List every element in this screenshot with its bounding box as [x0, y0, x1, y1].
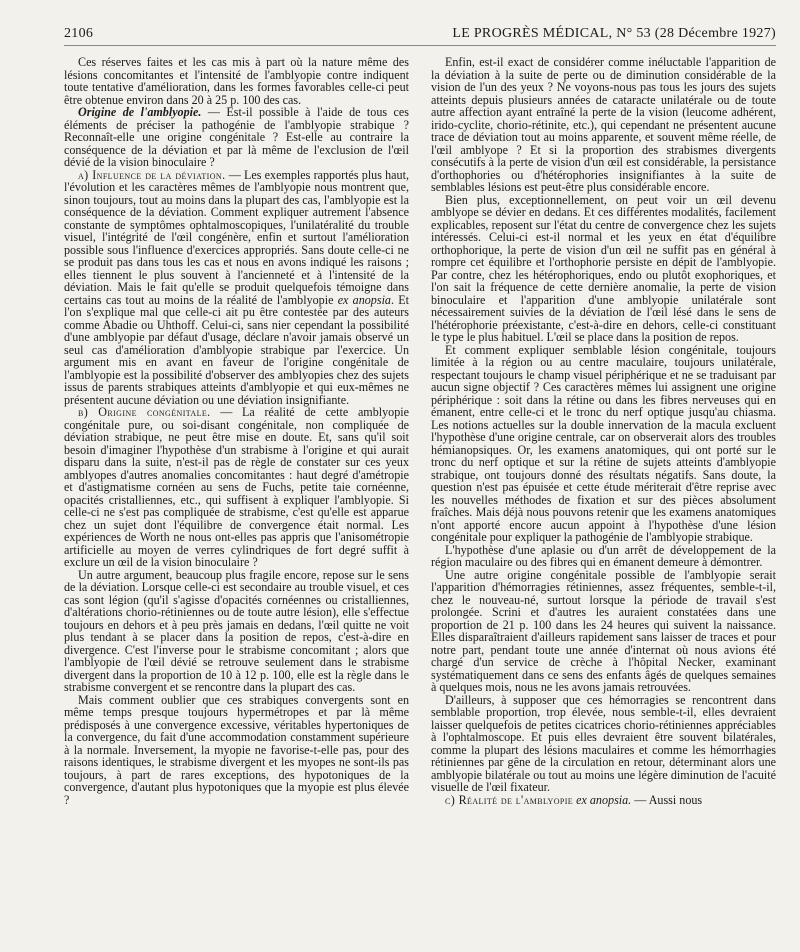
right-column	[431, 56, 776, 946]
subsection-label: a) Influence de la déviation.	[78, 167, 226, 182]
paragraph: c) Réalité de l'amblyopie ex anopsia. — Aussi nous	[445, 792, 703, 807]
page-number: 2106	[64, 26, 94, 41]
subsection-label: c) Réalité de l'amblyopie	[445, 792, 574, 807]
journal-title: LE PROGRÈS MÉDICAL, N° 53 (28 Décembre 1927)	[452, 26, 776, 41]
paragraph: Un autre argument, beaucoup plus fragile encore, repose sur le sens de la déviation. Lorsque celle-ci est secondaire au trouble visuel, et ces cas sont légion (qu'il s'agisse d'opacités cornéennes ou cristalliennes, d'altérations chorio-rétiniennes ou de toute autre lésion), elle s'effectue toujours en dehors et à peu près jamais en dedans, l'œil quitte ne voit plus tendant à se placer dans la position de repos, c'est-à-dire en divergence. C'est l'inverse pour le strabisme concomitant ; alors que l'amblyopie de l'œil dévié se retrouve seulement dans le strabisme divergent dans la proportion de 10 à 12 p. 100, elle est la règle dans le strabisme convergent et se rencontre dans la plupart des cas.	[64, 567, 409, 694]
section-heading: Origine de l'amblyopie.	[78, 105, 202, 119]
paragraph: Ces réserves faites et les cas mis à part où la nature même des lésions concomitantes et l'intensité de l'amblyopie contre indiquent toute tentative d'amélioration, dans les formes favorables celle-ci peut être obtenue environ dans 20 à 25 p. 100 des cas.	[64, 56, 409, 107]
paragraph: Enfin, est-il exact de considérer comme inéluctable l'apparition de la déviation à la suite de perte ou de diminution considérable de la vision de l'un des yeux ? Ne voyons-nous pas tous les jours des sujets atteints depuis plusieurs années de cataracte unilatérale ou de toute autre affection ayant entraîné la perte de la vision (leucome adhérent, irido-cyclite, chorio-rétinite, etc.), qui cependant ne présentent aucune trace de déviation tout au moins apparente, et souvent même réelle, de l'œil amblyope ? Et si la proportion des strabismes divergents consécutifs à la perte de vision d'un œil est considérable, la persistance d'orthophories ou d'hétérophories insignifiantes à la suite de semblables lésions est peut-être plus considérable encore.	[431, 56, 776, 194]
paragraph: Bien plus, exceptionnellement, on peut voir un œil devenu amblyope se dévier en dedans. Et ces différentes modalités, facilement explicables, reposent sur l'état du centre de convergence chez les sujets intéressés. Celui-ci est-il normal et les yeux en état d'équilibre orthophorique, la perte de vision d'un œil ne suffit pas en général à rompre cet équilibre et l'orthophorie persiste en dépit de l'amblyopie. Par contre, chez les hétérophoriques, endo ou plutôt exophoriques, et l'on sait la fréquence de cette dernière anomalie, la perte de vision binoculaire et l'apparition d'une amblyopie unilatérale sont nécessairement suivies de la déviation de l'œil lésé dans le sens de l'hétérophorie préexistante, c'est-à-dire en dehors, celle-ci constituant le type le plus habituel. L'œil se place dans la position de repos.	[431, 192, 776, 344]
page-header	[64, 26, 776, 46]
paragraph: Mais comment oublier que ces strabiques convergents sont en même temps presque toujours hypermétropes et par là même prédisposés à une convergence excessive, véritables hypertoniques de la convergence, du fait d'une accommodation constamment supérieure à la normale. Inversement, la myopie ne favorise-t-elle pas, pour des raisons identiques, le strabisme divergent et les myopes ne sont-ils pas toujours, à part de rares exceptions, des hypotoniques de la convergence, d'autant plus hypotoniques que la myopie est plus élevée ?	[64, 692, 409, 807]
left-column	[64, 56, 409, 946]
paragraph: Une autre origine congénitale possible de l'amblyopie serait l'apparition d'hémorragies rétiniennes, assez fréquentes, semble-t-il, chez le nouveau-né, surtout lorsque la période de travail s'est prolongée. Scrini et d'autres les auraient constatées dans une proportion de 21 p. 100 dans les 24 heures qui suivent la naissance. Elles disparaîtraient d'ailleurs rapidement sans laisser de traces et pour notre part, pendant toute une année d'internat où nous avions été chargé d'un service de crèche à l'hôpital Necker, examinant systématiquement dans ce sens des enfants âgés de quelques semaines à quelques mois, nous ne les avons jamais retrouvées.	[431, 567, 776, 694]
subsection-label: b) Origine congénitale.	[78, 405, 211, 419]
paragraph: b) Origine congénitale. — La réalité de cette amblyopie congénitale pure, ou soi-disant congénitale, non compliquée de déviation strabique, ne peut être mise en doute. Et, sans qu'il soit besoin d'imaginer l'hypothèse d'un strabisme à l'origine et qui aurait disparu dans la suite, n'est-il pas de règle de constater sur ces yeux amblyopes d'autres anomalies concomitantes : haut degré d'amétropie et d'astigmatisme cornéen au sens de Fuchs, petite taie cornéenne, opacités cristalliennes, etc., qui suffisent à expliquer l'amblyopie. Si celle-ci ne s'est pas compliquée de strabisme, c'est qu'elle est apparue chez un sujet dont l'équilibre de convergence était normal. Les expériences de Worth ne nous ont-elles pas appris que l'anisométropie artificielle au moyen de verres cylindriques de fort degré suffit à exclure un œil de la vision binoculaire ?	[64, 405, 409, 569]
paragraph: Origine de l'amblyopie. — Est-il possible à l'aide de tous ces éléments de préciser la pathogénie de l'amblyopie strabique ? Reconnaît-elle une origine congénitale ? Est-elle au contraire la conséquence de la déviation et par là même de l'exclusion de l'œil dévié de la vision binoculaire ?	[64, 105, 409, 169]
paragraph: L'hypothèse d'une aplasie ou d'un arrêt de développement de la région maculaire ou des fibres qui en émanent demeure à démontrer.	[431, 542, 776, 569]
text-columns	[64, 56, 776, 946]
paragraph: a) Influence de la déviation. — Les exemples rapportés plus haut, l'évolution et les caractères mêmes de l'amblyopie nous montrent que, sinon toujours, tout au moins dans la plupart des cas, l'amblyopie est la conséquence de la déviation. Comment expliquer autrement l'absence constante de symptômes ophtalmoscopiques, l'unilatéralité du trouble visuel, l'intégrité de l'œil congénère, enfin et surtout l'amélioration possible sous l'influence d'exercices appropriés. Sans doute celle-ci ne se produit pas dans tous les cas et nous en avons indiqué les raisons ; elles tiennent le plus souvent à l'ancienneté et à l'intensité de la déviation. Mais le fait qu'elle se produit quelquefois témoigne dans certains cas tout au moins de la réalité de l'amblyopie ex anopsia. Et l'on s'explique mal que celle-ci ait pu être contestée par des auteurs comme Abadie ou Uhthoff. Celui-ci, sans nier cependant la possibilité d'une amblyopie par défaut d'usage, déclare n'avoir jamais observé un seul cas d'amélioration d'amblyopie strabique par l'exercice. Un argument mis en avant en faveur de l'origine congénitale de l'amblyopie est la possibilité d'observer des amblyopies chez des sujets issus de parents strabiques atteints d'amblyopie et qui eux-mêmes ne présentent aucune déviation ou une déviation insignifiante.	[64, 167, 409, 407]
paragraph: Et comment expliquer semblable lésion congénitale, toujours limitée à la région ou au centre maculaire, toujours unilatérale, respectant toujours le champ visuel périphérique et ne se traduisant par aucun signe objectif ? Ces caractères mêmes lui assignent une origine périphérique : soit dans la rétine ou dans les fibres nerveuses qui en émanent, entre celle-ci et le tronc du nerf optique jusqu'au chiasma. Les notions actuelles sur la double innervation de la macula excluent l'hypothèse d'une origine centrale, car on observerait alors des troubles hémianopsiques. Or, les examens anatomiques, qui ont porté sur le tronc du nerf optique et sur la rétine de sujets atteints d'amblyopie strabique, ont toujours donné des résultats négatifs. Sans doute, la question n'est pas épuisée et cette étude mériterait d'être reprise avec les nouvelles méthodes de fixation et sur des pièces absolument fraîches. Mais déjà nous pouvons retenir que les examens anatomiques n'ont apporté encore aucun appoint à l'hypothèse d'une lésion congénitale pour expliquer la pathogénie de l'amblyopie strabique.	[431, 342, 776, 544]
paragraph: D'ailleurs, à supposer que ces hémorragies se rencontrent dans semblable proportion, trop élevée, nous semble-t-il, elles devraient laisser quelquefois de petites cicatrices chorio-rétiniennes appréciables à l'ophtalmoscope. Et puis elles devraient être souvent bilatérales, comme la plupart des lésions maculaires et comme les hémorrhagies rétiniennes par gêne de la circulation en retour, déterminant alors une amblyopie bilatérale ou tout au moins une légère diminution de l'acuité visuelle de l'œil fixateur.	[431, 692, 776, 794]
